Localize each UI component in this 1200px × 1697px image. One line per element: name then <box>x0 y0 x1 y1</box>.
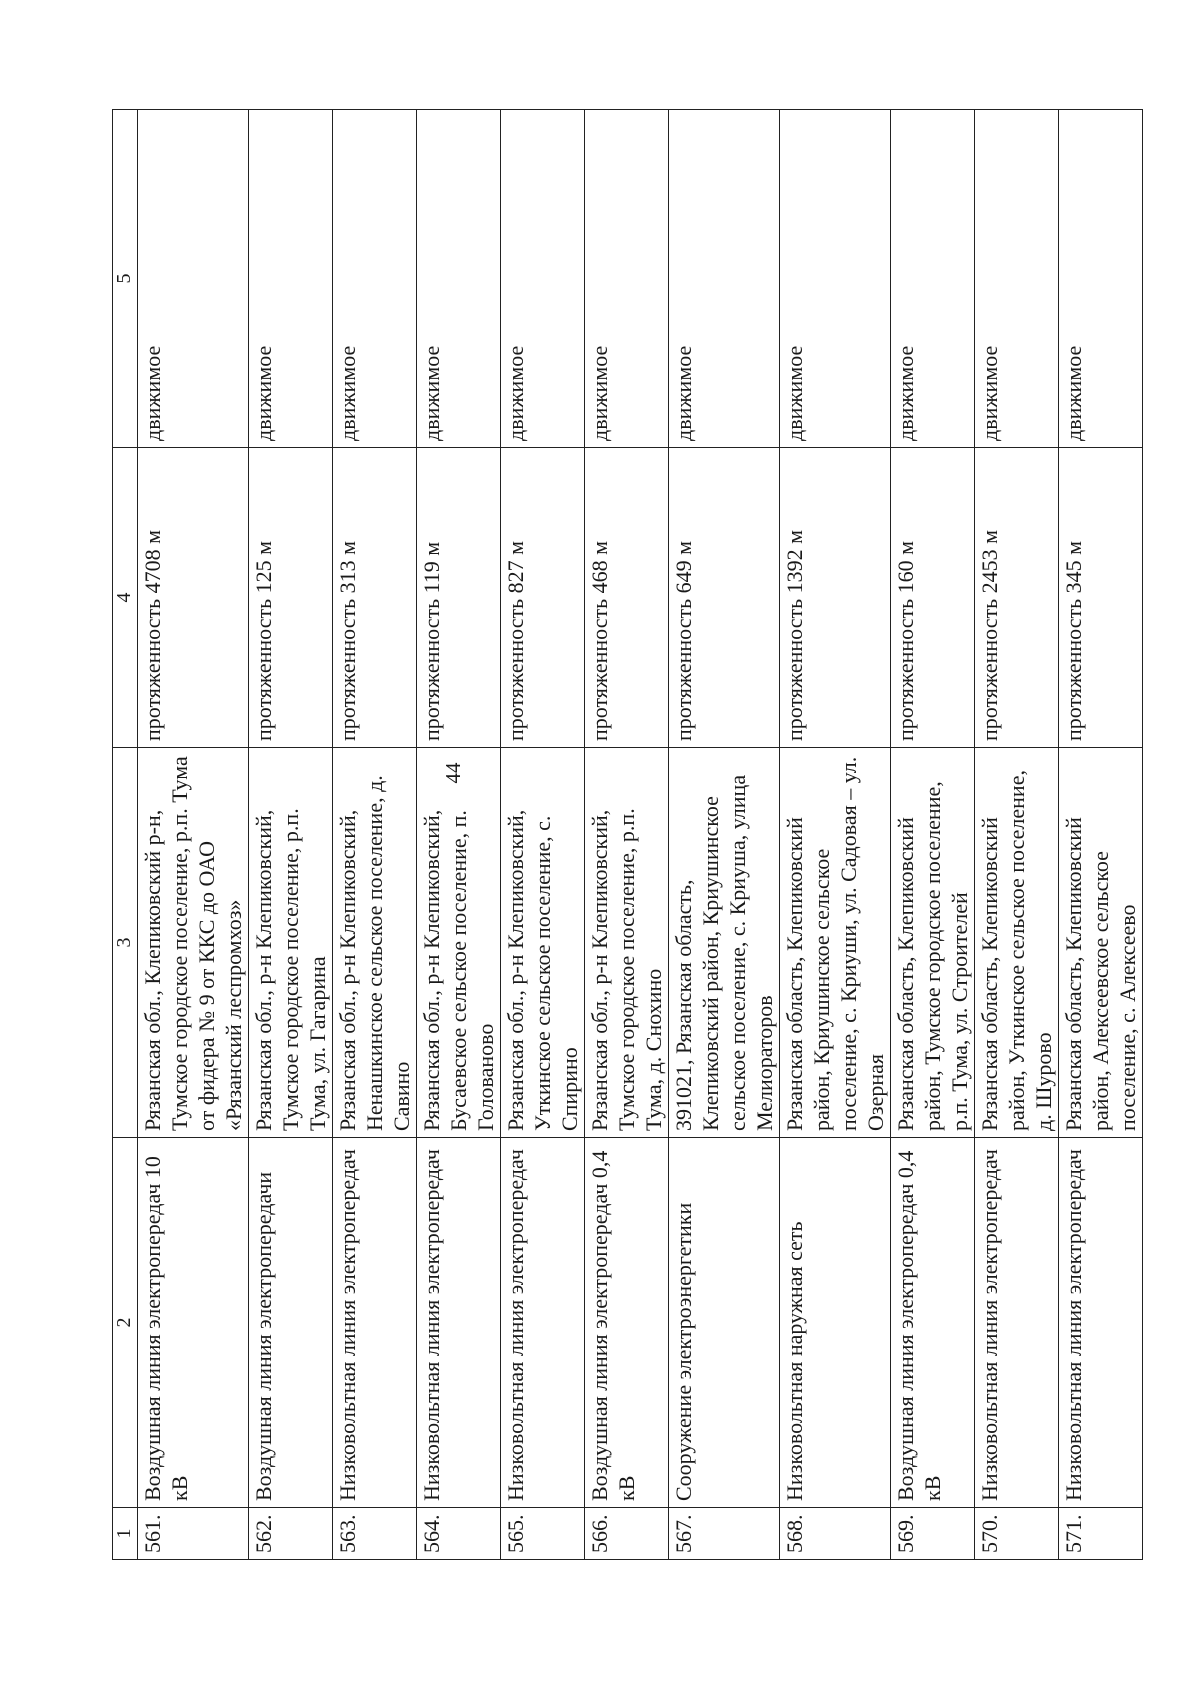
table-row <box>138 110 249 1560</box>
property-type: движимое <box>501 110 585 448</box>
object-name: Низковольтная линия электропередач <box>975 1138 1059 1508</box>
page-number: 44 <box>441 762 465 784</box>
object-length: протяженность 827 м <box>501 448 585 748</box>
row-number: 569. <box>891 1508 975 1560</box>
table-row <box>501 110 585 1560</box>
property-type: движимое <box>585 110 669 448</box>
property-type: движимое <box>669 110 780 448</box>
object-name: Воздушная линия электропередач 0,4 кВ <box>585 1138 669 1508</box>
object-length: протяженность 125 м <box>249 448 333 748</box>
row-number: 564. <box>417 1508 501 1560</box>
object-address: 391021, Рязанская область, Клепиковский район, Криушинское сельское поселение, с. Криуша, улица Мелиораторов <box>669 748 780 1138</box>
object-length: протяженность 4708 м <box>138 448 249 748</box>
property-type: движимое <box>249 110 333 448</box>
property-registry-table <box>112 109 1143 1560</box>
row-number: 561. <box>138 1508 249 1560</box>
table-row <box>669 110 780 1560</box>
row-number: 571. <box>1059 1508 1143 1560</box>
object-address: Рязанская обл., р-н Клепиковский, Тумское городское поселение, р.п. Тума, д. Снохино <box>585 748 669 1138</box>
object-name: Низковольтная линия электропередач <box>1059 1138 1143 1508</box>
table-row <box>891 110 975 1560</box>
object-length: протяженность 1392 м <box>780 448 891 748</box>
column-header: 1 <box>113 1508 138 1560</box>
object-address: Рязанская обл., Клепиковский р-н, Тумское городское поселение, р.п. Тума от фидера № 9 от ККС до ОАО «Рязанский леспромхоз» <box>138 748 249 1138</box>
object-length: протяженность 160 м <box>891 448 975 748</box>
object-address: Рязанская обл., р-н Клепиковский, Уткинское сельское поселение, с. Спирино <box>501 748 585 1138</box>
table-row <box>780 110 891 1560</box>
row-number: 570. <box>975 1508 1059 1560</box>
column-header: 3 <box>113 748 138 1138</box>
row-number: 568. <box>780 1508 891 1560</box>
object-address: Рязанская область, Клепиковский район, Уткинское сельское поселение, д. Шурово <box>975 748 1059 1138</box>
object-address: Рязанская обл., р-н Клепиковский, Ненашкинское сельское поселение, д. Савино <box>333 748 417 1138</box>
object-name: Низковольтная линия электропередач <box>501 1138 585 1508</box>
object-name: Сооружение электроэнергетики <box>669 1138 780 1508</box>
row-number: 567. <box>669 1508 780 1560</box>
object-length: протяженность 468 м <box>585 448 669 748</box>
column-header: 4 <box>113 448 138 748</box>
row-number: 562. <box>249 1508 333 1560</box>
object-address: Рязанская область, Клепиковский район, Криушинское сельское поселение, с. Криуши, ул. Садовая – ул. Озерная <box>780 748 891 1138</box>
table-row <box>249 110 333 1560</box>
object-name: Низковольтная наружная сеть <box>780 1138 891 1508</box>
row-number: 565. <box>501 1508 585 1560</box>
property-type: движимое <box>780 110 891 448</box>
object-length: протяженность 313 м <box>333 448 417 748</box>
property-type: движимое <box>417 110 501 448</box>
column-header: 5 <box>113 110 138 448</box>
column-header: 2 <box>113 1138 138 1508</box>
object-address: Рязанская область, Клепиковский район, Алексеевское сельское поселение, с. Алексеево <box>1059 748 1143 1138</box>
table-row <box>333 110 417 1560</box>
object-name: Воздушная линия электропередач 0,4 кВ <box>891 1138 975 1508</box>
object-address: Рязанская область, Клепиковский район, Тумское городское поселение, р.п. Тума, ул. Строителей <box>891 748 975 1138</box>
object-name: Низковольтная линия электропередач <box>417 1138 501 1508</box>
row-number: 566. <box>585 1508 669 1560</box>
object-name: Низковольтная линия электропередач <box>333 1138 417 1508</box>
object-length: протяженность 119 м <box>417 448 501 748</box>
object-length: протяженность 649 м <box>669 448 780 748</box>
property-type: движимое <box>1059 110 1143 448</box>
rotated-page <box>112 60 1140 1560</box>
object-length: протяженность 345 м <box>1059 448 1143 748</box>
property-type: движимое <box>891 110 975 448</box>
table-row <box>417 110 501 1560</box>
property-type: движимое <box>333 110 417 448</box>
table-row <box>1059 110 1143 1560</box>
object-name: Воздушная линия электропередач 10 кВ <box>138 1138 249 1508</box>
column-number-row <box>113 110 138 1560</box>
row-number: 563. <box>333 1508 417 1560</box>
table-row <box>975 110 1059 1560</box>
object-address: Рязанская обл., р-н Клепиковский, Бусаевское сельское поселение, п. Голованово <box>417 748 501 1138</box>
table-row <box>585 110 669 1560</box>
object-length: протяженность 2453 м <box>975 448 1059 748</box>
property-type: движимое <box>975 110 1059 448</box>
object-address: Рязанская обл., р-н Клепиковский, Тумское городское поселение, р.п. Тума, ул. Гагарина <box>249 748 333 1138</box>
property-type: движимое <box>138 110 249 448</box>
object-name: Воздушная линия электропередачи <box>249 1138 333 1508</box>
